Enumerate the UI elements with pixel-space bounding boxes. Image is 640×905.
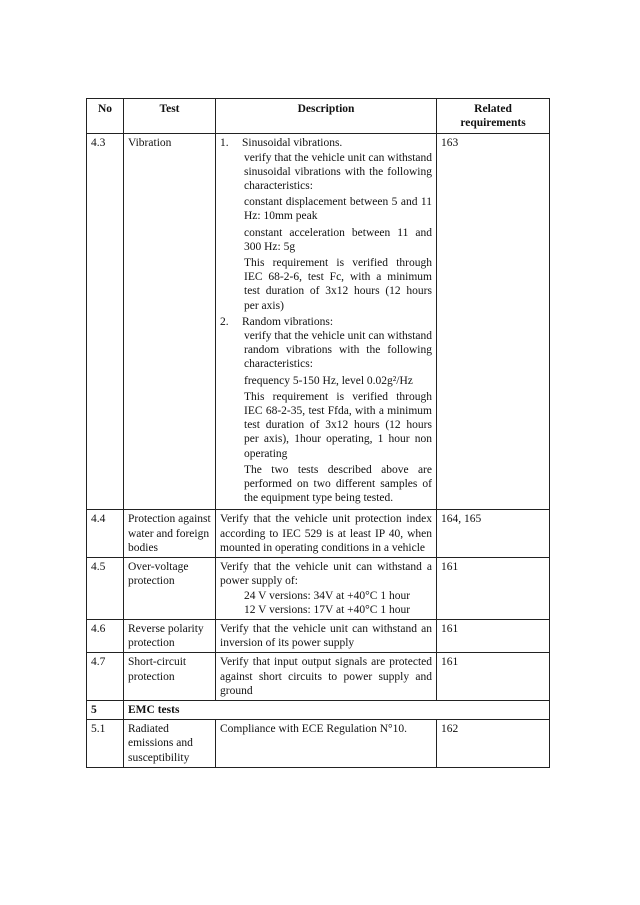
test-description: Compliance with ECE Regulation N°10. [216, 720, 437, 768]
test-name: Protection against water and foreign bodies [124, 510, 216, 558]
section-title: EMC tests [124, 700, 550, 719]
description-paragraph: Verify that the vehicle unit can withstand a power supply of: [220, 561, 432, 588]
list-item-label: Random vibrations: [242, 315, 334, 328]
row-number: 4.3 [87, 134, 124, 510]
voltage-line: 24 V versions: 34V at +40°C 1 hour [244, 589, 411, 602]
test-description: Verify that input output signals are protected against short circuits to power supply and ground [216, 653, 437, 701]
list-item-number: 1. [220, 137, 229, 150]
header-test: Test [124, 99, 216, 134]
header-description: Description [216, 99, 437, 134]
test-specification-table [86, 98, 550, 768]
related-requirements: 163 [437, 134, 550, 510]
test-description [216, 558, 437, 620]
related-requirements: 162 [437, 720, 550, 768]
table-row [87, 619, 550, 652]
table-row [87, 510, 550, 558]
test-name: Short-circuit protection [124, 653, 216, 701]
test-name: Over-voltage protection [124, 558, 216, 620]
section-number: 5 [87, 700, 124, 719]
list-item [220, 136, 432, 150]
table-row [87, 558, 550, 620]
row-number: 4.7 [87, 653, 124, 701]
header-related-requirements: Related requirements [437, 99, 550, 134]
table-row [87, 720, 550, 768]
related-requirements: 161 [437, 619, 550, 652]
table-row [87, 134, 550, 510]
row-number: 4.5 [87, 558, 124, 620]
description-paragraph: The two tests described above are performed on two different samples of the equipment type being tested. [244, 463, 432, 505]
row-number: 4.6 [87, 619, 124, 652]
description-paragraph: verify that the vehicle unit can withstand random vibrations with the following characteristics: [244, 330, 432, 371]
section-row [87, 700, 550, 719]
row-number: 4.4 [87, 510, 124, 558]
voltage-line: 12 V versions: 17V at +40°C 1 hour [244, 603, 411, 616]
test-name: Vibration [124, 134, 216, 510]
list-item-number: 2. [220, 315, 229, 328]
test-description: Verify that the vehicle unit can withstand an inversion of its power supply [216, 619, 437, 652]
description-paragraph: constant acceleration between 11 and 300 Hz: 5g [244, 226, 432, 253]
related-requirements: 161 [437, 653, 550, 701]
list-item [220, 315, 432, 329]
table-header-row [87, 99, 550, 134]
header-no: No [87, 99, 124, 134]
table-row [87, 653, 550, 701]
test-name: Radiated emissions and susceptibility [124, 720, 216, 768]
related-requirements: 161 [437, 558, 550, 620]
related-requirements: 164, 165 [437, 510, 550, 558]
description-paragraph: verify that the vehicle unit can withstand sinusoidal vibrations with the following characteristics: [244, 151, 432, 193]
test-description: Verify that the vehicle unit protection index according to IEC 529 is at least IP 40, when mounted in operating conditions in a vehicle [216, 510, 437, 558]
list-item-label: Sinusoidal vibrations. [242, 137, 343, 150]
row-number: 5.1 [87, 720, 124, 768]
description-paragraph: constant displacement between 5 and 11 Hz: 10mm peak [244, 196, 432, 223]
description-paragraph: This requirement is verified through IEC 68-2-6, test Fc, with a minimum test duration of 3x12 hours (12 hours per axis) [244, 257, 432, 312]
description-paragraph: This requirement is verified through IEC 68-2-35, test Ffda, with a minimum test duration of 3x12 hours (12 hours per axis), 1hour operating, 1 hour non operating [244, 390, 432, 460]
test-description [216, 134, 437, 510]
test-name: Reverse polarity protection [124, 619, 216, 652]
description-paragraph: frequency 5-150 Hz, level 0.02g²/Hz [244, 374, 413, 387]
